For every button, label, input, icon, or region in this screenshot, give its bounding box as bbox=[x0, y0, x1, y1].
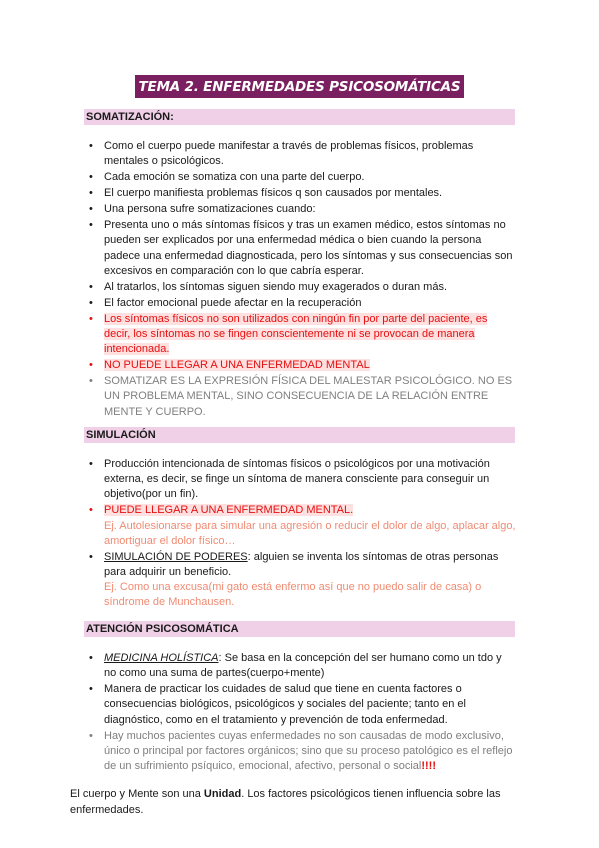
list-item bbox=[84, 651, 516, 681]
term-simulacion-de-poderes: SIMULACIÓN DE PODERES bbox=[104, 550, 248, 563]
title-wrapper bbox=[0, 75, 599, 98]
bullet-icon: • bbox=[89, 729, 93, 742]
list-item bbox=[84, 550, 516, 611]
exclamation-marks: !!!! bbox=[421, 760, 436, 773]
list-item bbox=[84, 218, 516, 279]
bullet-icon: • bbox=[89, 219, 93, 232]
simulacion-list bbox=[84, 457, 516, 611]
list-item-text: Hay muchos pacientes cuyas enfermedades no son causadas de modo exclusivo, único o principal por factores orgánicos; sino que su proceso patológico es el reflejo de un sufrimiento psíquico, emocional, afectivo, personal o social bbox=[104, 729, 513, 773]
bullet-icon: • bbox=[89, 683, 93, 696]
list-item bbox=[84, 296, 516, 311]
bullet-icon: • bbox=[89, 550, 93, 563]
footer-text-post: . Los factores psicológicos tienen influencia sobre las enfermedades. bbox=[70, 788, 501, 816]
list-item-text: : Se basa en la concepción del ser humano como un tdo y no como una suma de partes(cuerpo+mente) bbox=[104, 652, 502, 680]
bullet-icon: • bbox=[89, 203, 93, 216]
list-item-text: Al tratarlos, los síntomas siguen siendo muy exagerados o duran más. bbox=[104, 280, 448, 293]
footer-text-pre: El cuerpo y Mente son una bbox=[70, 788, 204, 800]
bullet-icon: • bbox=[89, 458, 93, 470]
section-heading-simulacion: SIMULACIÓN bbox=[84, 427, 515, 443]
list-item bbox=[84, 202, 516, 217]
list-item bbox=[84, 139, 516, 169]
atencion-list bbox=[84, 651, 516, 775]
list-item-text: Presenta uno o más síntomas físicos y tras un examen médico, estos síntomas no pueden ser explicados por una enfermedad médica o bien cuando la persona padece una enfermedad diagnosticada, pero los síntomas y sus consecuencias son excesivos en comparación con lo que cabría esperar. bbox=[104, 219, 513, 277]
list-item-text: Una persona sufre somatizaciones cuando: bbox=[104, 203, 316, 216]
list-item bbox=[84, 503, 516, 549]
example-note: Ej. Como una excusa(mi gato está enfermo así que no puedo salir de casa) o síndrome de Munchausen. bbox=[104, 581, 482, 609]
list-item bbox=[84, 170, 516, 185]
footer-text-bold: Unidad bbox=[203, 788, 242, 800]
document-title: TEMA 2. ENFERMEDADES PSICOSOMÁTICAS bbox=[135, 75, 465, 98]
list-item-grey bbox=[84, 374, 516, 420]
example-note: Ej. Autolesionarse para simular una agresión o reducir el dolor de algo, aplacar algo, amortiguar el dolor físico… bbox=[104, 519, 516, 547]
bullet-icon: • bbox=[89, 296, 93, 309]
list-item bbox=[84, 682, 516, 728]
somatizacion-list bbox=[84, 139, 516, 421]
bullet-icon: • bbox=[89, 359, 93, 372]
section-heading-somatizacion: SOMATIZACIÓN: bbox=[84, 109, 515, 125]
footer-paragraph bbox=[70, 787, 520, 818]
list-item-text: El factor emocional puede afectar en la recuperación bbox=[104, 296, 362, 309]
list-item-text: PUEDE LLEGAR A UNA ENFERMEDAD MENTAL. bbox=[104, 504, 354, 517]
list-item-text: Como el cuerpo puede manifestar a través de problemas físicos, problemas mentales o psicológicos. bbox=[104, 140, 474, 168]
list-item bbox=[84, 280, 516, 295]
bullet-icon: • bbox=[89, 140, 93, 152]
bullet-icon: • bbox=[89, 312, 93, 325]
list-item-grey bbox=[84, 729, 516, 775]
list-item-text: : alguien se inventa los síntomas de otras personas para adquirir un beneficio. bbox=[104, 550, 499, 579]
bullet-icon: • bbox=[89, 280, 93, 293]
list-item-text: SOMATIZAR ES LA EXPRESIÓN FÍSICA DEL MALESTAR PSICOLÓGICO. NO ES UN PROBLEMA MENTAL, SINO CONSECUENCIA DE LA RELACIÓN ENTRE MENTE Y CUERPO. bbox=[104, 375, 513, 418]
list-item-text: NO PUEDE LLEGAR A UNA ENFERMEDAD MENTAL bbox=[104, 359, 370, 372]
list-item-text: Producción intencionada de síntomas físicos o psicológicos por una motivación externa, es decir, se finge un síntoma de manera consciente para conseguir un objetivo(por un fin). bbox=[104, 458, 490, 501]
list-item bbox=[84, 457, 516, 503]
bullet-icon: • bbox=[89, 504, 93, 517]
list-item-text: Los síntomas físicos no son utilizados con ningún fin por parte del paciente, es decir, los síntomas no se fingen conscientemente ni se provocan de manera intencionada. bbox=[104, 312, 488, 356]
bullet-icon: • bbox=[89, 652, 93, 664]
list-item-text: Manera de practicar los cuidades de salud que tiene en cuenta factores o consecuencias biológicos, psicológicos y sociales del paciente; tanto en el diagnóstico, como en el tratamiento y prevención de toda enfermedad. bbox=[104, 683, 466, 726]
bullet-icon: • bbox=[89, 375, 93, 388]
bullet-icon: • bbox=[89, 171, 93, 184]
list-item-highlighted bbox=[84, 312, 516, 358]
list-item-text: Cada emoción se somatiza con una parte del cuerpo. bbox=[104, 171, 365, 184]
bullet-icon: • bbox=[89, 187, 93, 200]
list-item bbox=[84, 186, 516, 201]
term-medicina-holistica: MEDICINA HOLÍSTICA bbox=[104, 652, 219, 664]
list-item-highlighted bbox=[84, 358, 516, 373]
section-heading-atencion: ATENCIÓN PSICOSOMÁTICA bbox=[84, 621, 515, 637]
list-item-text: El cuerpo manifiesta problemas físicos q son causados por mentales. bbox=[104, 187, 443, 200]
